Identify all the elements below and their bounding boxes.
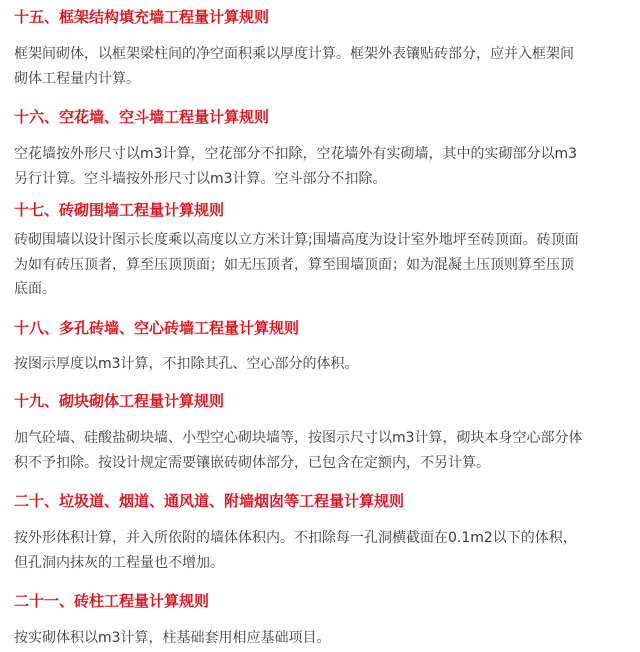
body-line: 砌体工程量内计算。 <box>14 70 140 87</box>
section-title-15: 十五、框架结构填充墙工程量计算规则 <box>14 8 270 26</box>
body-line: 但孔洞内抹灰的工程量也不增加。 <box>14 554 224 571</box>
section-title-18: 十八、多孔砖墙、空心砖墙工程量计算规则 <box>14 318 300 337</box>
section-body-16 <box>14 142 626 191</box>
body-line: 为如有砖压顶者，算至压顶顶面；如无压顶者，算至围墙顶面；如为混凝土压顶则算至压顶 <box>14 256 574 273</box>
section-body-15 <box>14 42 626 91</box>
body-line: 按外形体积计算，并入所依附的墙体体积内。不扣除每一孔洞横截面在0.1m2以下的体积， <box>14 530 577 546</box>
section-title-17: 十七、砖砌围墙工程量计算规则 <box>14 201 225 219</box>
section-body-17 <box>14 228 626 302</box>
body-line: 按实砌体积以m3计算，柱基础套用相应基础项目。 <box>14 630 331 646</box>
body-line: 另行计算。空斗墙按外形尺寸以m3计算。空斗部分不扣除。 <box>14 170 387 187</box>
section-body-20 <box>14 526 626 575</box>
section-title-21: 二十一、砖柱工程量计算规则 <box>14 592 210 610</box>
section-body-19 <box>14 426 626 475</box>
body-line: 加气砼墙、硅酸盐砌块墙、小型空心砌块墙等，按图示尺寸以m3计算，砌块本身空心部分体 <box>14 430 583 446</box>
section-body-21 <box>14 626 626 651</box>
section-body-18 <box>14 352 626 377</box>
body-line: 积不予扣除。按设计规定需要镶嵌砖砌体部分，已包含在定额内，不另计算。 <box>14 454 490 471</box>
body-line: 底面。 <box>14 281 56 297</box>
body-line: 框架间砌体，以框架梁柱间的净空面积乘以厚度计算。框架外表镶贴砖部分，应并入框架间 <box>14 46 574 62</box>
section-title-20: 二十、垃圾道、烟道、通风道、附墙烟囱等工程量计算规则 <box>14 492 405 510</box>
section-title-19: 十九、砌块砌体工程量计算规则 <box>14 392 225 410</box>
body-line: 砖砌围墙以设计图示长度乘以高度以立方米计算;围墙高度为设计室外地坪至砖顶面。砖顶面 <box>14 232 579 248</box>
section-title-16: 十六、空花墙、空斗墙工程量计算规则 <box>14 108 270 126</box>
body-line: 空花墙按外形尺寸以m3计算，空花部分不扣除，空花墙外有实砌墙，其中的实砌部分以m3 <box>14 146 578 162</box>
body-line: 按图示厚度以m3计算，不扣除其孔、空心部分的体积。 <box>14 355 359 372</box>
